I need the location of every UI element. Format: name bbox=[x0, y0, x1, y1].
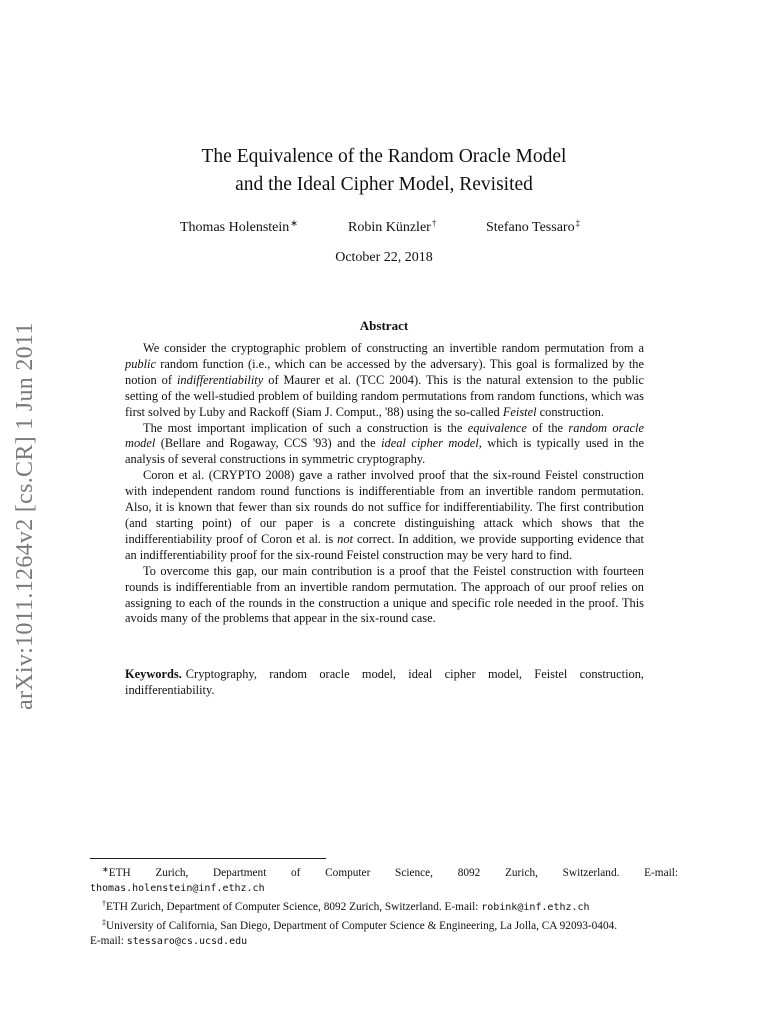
emphasis: indifferentiability bbox=[176, 372, 264, 387]
text-run: of the bbox=[526, 420, 569, 435]
text-run: , which is typically used in the analysis of several constructions in symmetric cryptography. bbox=[125, 436, 644, 467]
emphasis: Feistel bbox=[502, 404, 537, 419]
text-run: correct. In addition, we provide supporting evidence that an indifferentiability proof for the six-round Feistel construction may be very hard to find. bbox=[125, 531, 644, 562]
abstract-paragraph-1 bbox=[125, 341, 644, 421]
abstract-paragraph-2 bbox=[125, 421, 644, 469]
title-line-1: The Equivalence of the Random Oracle Model bbox=[201, 146, 567, 167]
footnote-email: thomas.holenstein@inf.ethz.ch bbox=[90, 883, 265, 894]
author-footnote-mark: † bbox=[431, 218, 437, 228]
footnote-1-email-line bbox=[90, 881, 678, 896]
footnote-mark: ∗ bbox=[102, 865, 109, 874]
text-run: of Maurer et al. (TCC 2004). This is the natural extension to the public setting of the well-studied problem of building random permutations from random functions, which was first solved by Luby and Rackoff (Siam J. Comput., '88) using the so-called bbox=[125, 372, 644, 419]
emphasis: not bbox=[337, 531, 354, 546]
author-footnote-mark: ∗ bbox=[290, 218, 298, 228]
author-list bbox=[180, 218, 600, 238]
paper-title bbox=[0, 143, 768, 199]
footnote-email: stessaro@cs.ucsd.edu bbox=[126, 936, 248, 947]
footnote-rule bbox=[90, 858, 326, 859]
footnote-text: ETH Zurich, Department of Computer Science, 8092 Zurich, Switzerland. E-mail: bbox=[108, 867, 678, 879]
text-run: The most important implication of such a construction is the bbox=[143, 420, 468, 435]
abstract-paragraph-4: To overcome this gap, our main contribution is a proof that the Feistel construction with fourteen rounds is indifferentiable from an invertible random permutation. The approach of our proof relies on assigning to each of the rounds in the construction a unique and specific role needed in the proof. This avoids many of the problems that appear in the six-round case. bbox=[125, 563, 644, 626]
footnote-3 bbox=[90, 915, 678, 934]
footnote-3-email-line bbox=[90, 934, 678, 949]
author-name: Thomas Holenstein bbox=[180, 220, 290, 235]
text-run: Coron et al. (CRYPTO 2008) gave a rather involved proof that the six-round Feistel construction with independent random round functions is indifferentiable from an invertible random permutation. Also, it is known that fewer than six rounds do not suffice for indifferentiability. The first contribution (and starting point) of our paper is a concrete distinguishing attack which shows that the indifferentiability proof of Coron et al. is bbox=[125, 468, 644, 546]
footnote-text: University of California, San Diego, Department of Computer Science & Engineering, La Jolla, CA 92093-0404. bbox=[106, 920, 618, 932]
abstract-body bbox=[125, 341, 644, 627]
text-run: (Bellare and Rogaway, CCS '93) and the bbox=[155, 436, 382, 451]
paper-date: October 22, 2018 bbox=[335, 250, 433, 265]
footnote-text: ETH Zurich, Department of Computer Science, 8092 Zurich, Switzerland. E-mail: bbox=[106, 901, 482, 913]
emphasis: random oracle model bbox=[125, 420, 644, 451]
emphasis: public bbox=[125, 356, 156, 371]
keywords-text: Cryptography, random oracle model, ideal cipher model, Feistel construction, indifferentiability. bbox=[125, 667, 644, 697]
author-name: Stefano Tessaro bbox=[486, 220, 575, 235]
footnote-email: robink@inf.ethz.ch bbox=[481, 902, 590, 913]
title-line-2: and the Ideal Cipher Model, Revisited bbox=[235, 174, 533, 195]
text-run: random function (i.e., which can be accessed by the adversary). This goal is formalized by the notion of bbox=[125, 356, 644, 387]
text-run: We consider the cryptographic problem of constructing an invertible random permutation from a bbox=[143, 341, 644, 355]
footnote-2 bbox=[90, 896, 678, 915]
emphasis: ideal cipher model bbox=[381, 436, 479, 451]
footnote-mark: † bbox=[102, 899, 106, 908]
author-footnote-mark: ‡ bbox=[575, 218, 581, 228]
emphasis: equivalence bbox=[467, 420, 527, 435]
keywords-label: Keywords. bbox=[125, 667, 182, 681]
arxiv-identifier: arXiv:1011.1264v2 [cs.CR] 1 Jun 2011 bbox=[12, 322, 38, 710]
text-run: construction. bbox=[536, 404, 604, 419]
footnotes bbox=[90, 862, 678, 949]
footnote-mark: ‡ bbox=[102, 918, 106, 927]
footnote-1 bbox=[90, 862, 678, 881]
abstract-paragraph-3 bbox=[125, 468, 644, 563]
author-name: Robin Künzler bbox=[348, 220, 431, 235]
author-1 bbox=[180, 218, 298, 236]
author-3 bbox=[486, 218, 580, 236]
footnote-email-label: E-mail: bbox=[90, 935, 127, 947]
abstract-heading: Abstract bbox=[359, 318, 409, 333]
keywords bbox=[125, 667, 644, 699]
author-2 bbox=[348, 218, 436, 236]
